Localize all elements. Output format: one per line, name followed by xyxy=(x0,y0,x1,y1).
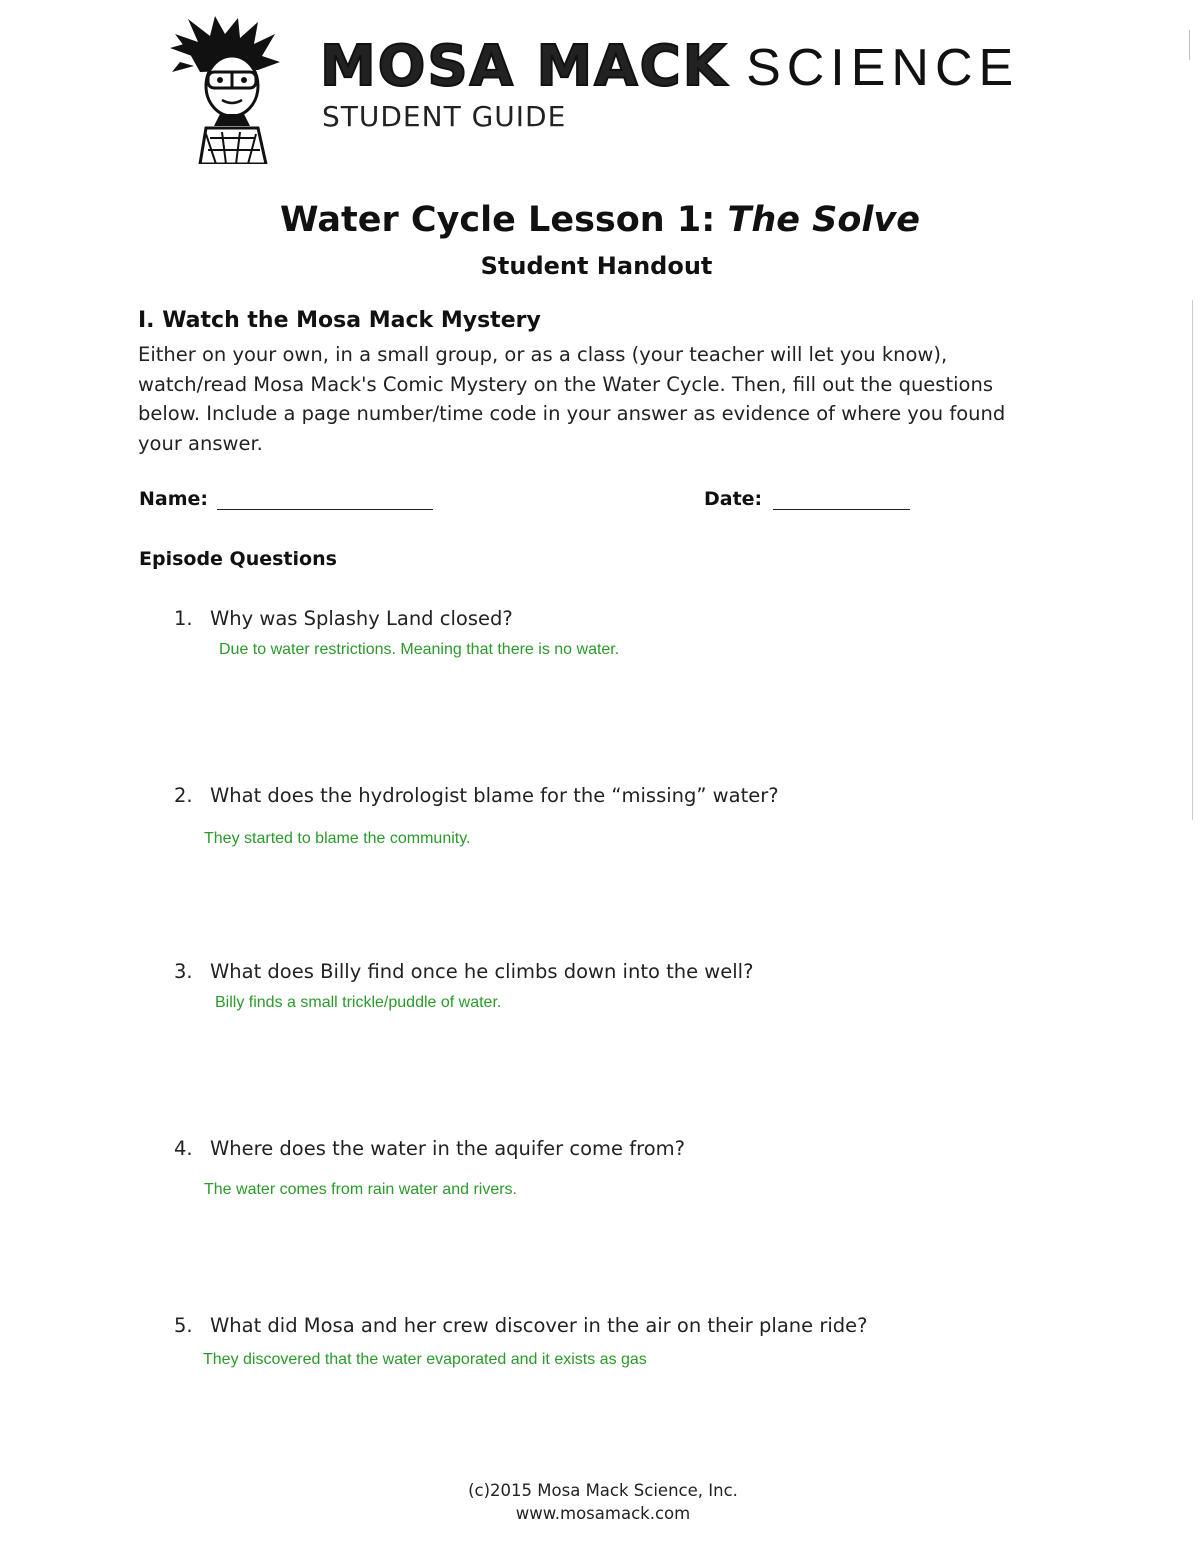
question-text: What does Billy find once he climbs down into the well? xyxy=(210,960,754,983)
question-text: What does the hydrologist blame for the “missing” water? xyxy=(210,784,779,807)
answer-text: The water comes from rain water and rivers. xyxy=(204,1181,517,1198)
question-item xyxy=(174,960,753,983)
question-text: What did Mosa and her crew discover in the air on their plane ride? xyxy=(210,1314,868,1337)
name-label: Name: xyxy=(139,488,209,510)
title-main: Water Cycle Lesson 1: xyxy=(280,200,728,240)
name-field-line[interactable] xyxy=(217,509,433,510)
question-number: 1. xyxy=(174,607,193,630)
answer-text: They discovered that the water evaporated and it exists as gas xyxy=(203,1351,647,1368)
brand-name: MOSA MACK xyxy=(320,34,729,99)
mosa-mack-character-logo xyxy=(170,14,285,164)
brand-wordmark xyxy=(320,34,1019,99)
date-field-line[interactable] xyxy=(773,509,910,510)
question-number: 4. xyxy=(174,1137,193,1160)
section-intro: Either on your own, in a small group, or as a class (your teacher will let you know), watch/read Mosa Mack's Comic Mystery on the Water Cycle. Then, fill out the questions below. Include a page number/time code in your answer as evidence of where you found your answer. xyxy=(138,343,1006,455)
student-guide-label: STUDENT GUIDE xyxy=(322,100,567,133)
question-text: Why was Splashy Land closed? xyxy=(210,607,513,630)
answer-text: They started to blame the community. xyxy=(204,830,471,847)
question-number: 5. xyxy=(174,1314,193,1337)
brand-suffix: SCIENCE xyxy=(746,39,1020,97)
question-number: 3. xyxy=(174,960,193,983)
title-italic: The Solve xyxy=(727,200,920,240)
question-item xyxy=(174,784,779,807)
question-item xyxy=(174,607,513,630)
footer-copyright: (c)2015 Mosa Mack Science, Inc. xyxy=(468,1481,738,1500)
footer xyxy=(0,1479,1200,1525)
page-subtitle: Student Handout xyxy=(480,252,713,280)
question-text: Where does the water in the aquifer come from? xyxy=(210,1137,685,1160)
scan-edge-mark xyxy=(1189,30,1190,60)
date-label: Date: xyxy=(704,488,763,510)
page-title xyxy=(0,200,1200,240)
question-item xyxy=(174,1314,867,1337)
answer-text: Billy finds a small trickle/puddle of water. xyxy=(215,994,502,1011)
question-item xyxy=(174,1137,685,1160)
question-number: 2. xyxy=(174,784,193,807)
answer-text: Due to water restrictions. Meaning that there is no water. xyxy=(219,641,620,658)
footer-url: www.mosamack.com xyxy=(515,1504,691,1523)
section-heading: I. Watch the Mosa Mack Mystery xyxy=(138,308,541,333)
episode-questions-heading: Episode Questions xyxy=(139,548,337,570)
scan-edge-mark xyxy=(1192,300,1193,820)
